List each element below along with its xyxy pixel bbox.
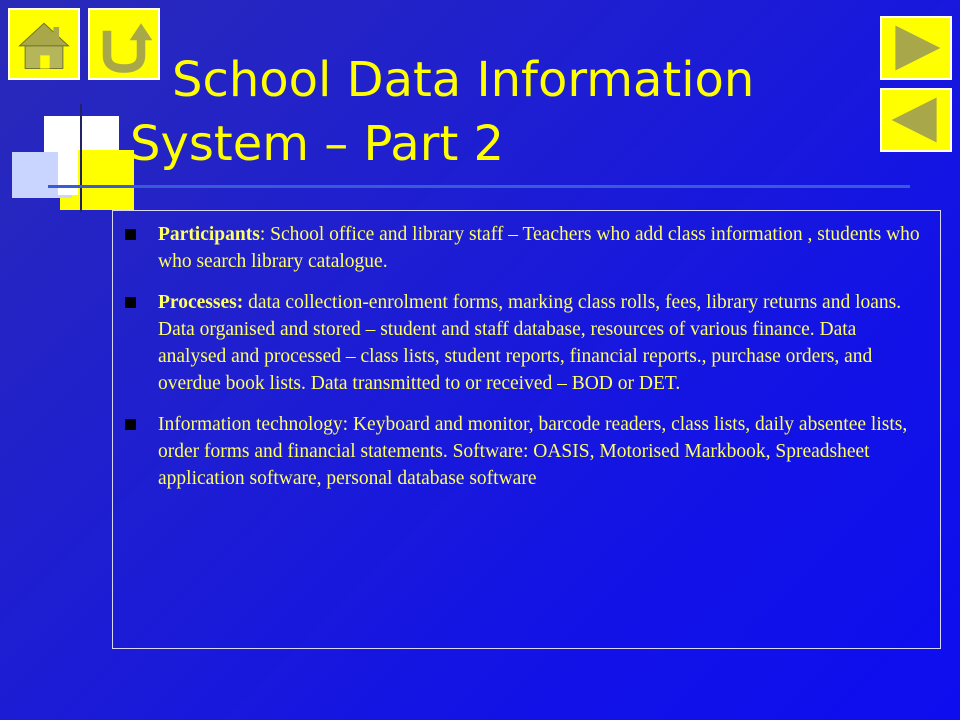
- slide-title-line1: School Data Information: [172, 52, 755, 108]
- slide-title: [130, 48, 930, 176]
- bullet-information-technology: [113, 411, 920, 492]
- bullet-square-icon: [125, 419, 136, 430]
- bullet-participants: [113, 221, 920, 275]
- bullet-square-icon: [125, 297, 136, 308]
- bullet-list: [113, 211, 940, 492]
- bullet-text: : School office and library staff – Teachers who add class information , students who who search library catalogue.: [158, 224, 920, 272]
- home-button[interactable]: [8, 8, 80, 80]
- title-underline: [48, 185, 910, 188]
- bullet-term: Processes:: [158, 292, 244, 313]
- content-box: [112, 210, 941, 649]
- slide-title-line2: System – Part 2: [130, 116, 505, 172]
- bullet-square-icon: [125, 229, 136, 240]
- bullet-text: Information technology: Keyboard and monitor, barcode readers, class lists, daily absentee lists, order forms and financial statements. Software: OASIS, Motorised Markbook, Spreadsheet application software, personal database software: [158, 414, 908, 489]
- home-icon: [10, 10, 78, 78]
- bullet-text: data collection-enrolment forms, marking class rolls, fees, library returns and loans. Data organised and stored – student and staff database, resources of various finance. Data analysed and processed – class lists, student reports, financial reports., purchase orders, and overdue book lists. Data transmitted to or received – BOD or DET.: [158, 292, 902, 394]
- bullet-processes: [113, 289, 920, 397]
- decor-line-vertical: [80, 104, 82, 212]
- decor-square-white-overlap: [58, 150, 78, 195]
- bullet-term: Participants: [158, 224, 260, 245]
